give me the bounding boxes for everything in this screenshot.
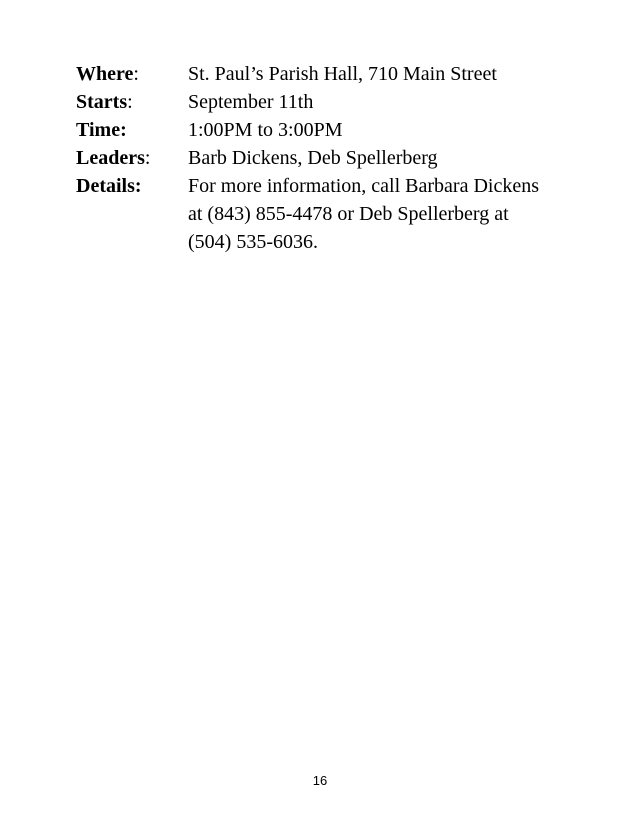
starts-value [188,88,576,116]
details-value-line-3: (504) 535-6036. [188,231,318,253]
detail-row-time [76,116,576,144]
leaders-label [76,144,188,172]
starts-label-colon: : [127,91,133,113]
where-label-colon: : [133,63,139,85]
where-label-text: Where [76,63,134,85]
details-label-text: Details [76,175,135,197]
leaders-label-colon: : [144,147,151,169]
page-number: 16 [312,773,328,788]
details-label-colon: : [134,175,142,197]
where-value-line: St. Paul’s Parish Hall, 710 Main Street [188,63,497,85]
leaders-value [188,144,576,172]
details-value-line-2: at (843) 855-4478 or Deb Spellerberg at [188,203,509,225]
time-label [76,116,188,144]
details-label [76,172,188,200]
starts-label [76,88,188,116]
details-value [188,172,576,256]
leaders-value-line: Barb Dickens, Deb Spellerberg [188,147,438,169]
starts-label-text: Starts [76,91,128,113]
detail-row-starts [76,88,576,116]
time-label-text: Time [76,119,121,141]
detail-row-details [76,172,576,256]
event-details-list [76,60,576,256]
time-value [188,116,576,144]
detail-row-leaders [76,144,576,172]
leaders-label-text: Leaders [76,147,145,169]
time-value-line: 1:00PM to 3:00PM [188,119,343,141]
starts-value-line: September 11th [188,91,314,113]
details-value-line-1: For more information, call Barbara Dickens [188,175,539,197]
detail-row-where [76,60,576,88]
where-label [76,60,188,88]
time-label-colon: : [120,119,127,141]
where-value [188,60,576,88]
